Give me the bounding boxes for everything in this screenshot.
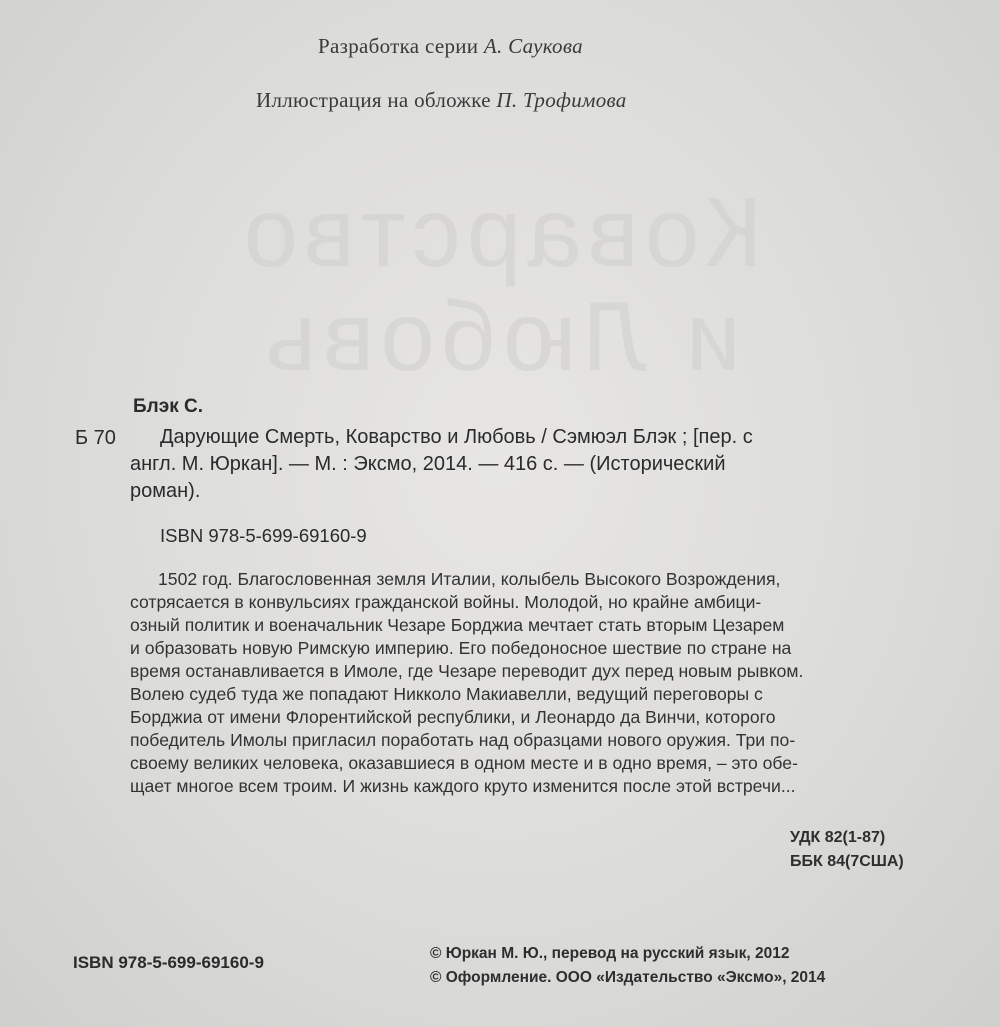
series-credit-label: Разработка серии xyxy=(318,34,479,58)
copyright-translation: © Юркан М. Ю., перевод на русский язык, 2012 xyxy=(430,945,790,962)
bibliographic-description-cont xyxy=(130,451,726,505)
illustration-credit-name: П. Трофимова xyxy=(496,88,627,112)
annotation-line: Волею судеб туда же попадают Никколо Макиавелли, ведущий переговоры с xyxy=(130,684,763,704)
illustration-credit-label: Иллюстрация на обложке xyxy=(256,88,491,112)
copyright-design: © Оформление. ООО «Издательство «Эксмо», 2014 xyxy=(430,969,826,986)
biblio-line-2: англ. М. Юркан]. — М. : Эксмо, 2014. — 416 с. — (Исторический xyxy=(130,453,726,475)
copyright-block xyxy=(430,942,825,990)
annotation-line: озный политик и военачальник Чезаре Борджиа мечтает стать вторым Цезарем xyxy=(130,615,785,635)
illustration-credit xyxy=(256,88,627,113)
catalog-author: Блэк С. xyxy=(133,396,204,417)
bbk-code: ББК 84(7США) xyxy=(790,853,904,870)
annotation-line: Борджиа от имени Флорентийской республики, и Леонардо да Винчи, которого xyxy=(130,707,776,727)
ghost-line-1: Коварство xyxy=(237,177,763,287)
annotation-line: щает многое всем троим. И жизнь каждого круто изменится после этой встречи... xyxy=(130,776,796,796)
catalog-isbn: ISBN 978-5-699-69160-9 xyxy=(160,525,367,546)
biblio-line-3: роман). xyxy=(130,480,201,502)
annotation-line: 1502 год. Благословенная земля Италии, колыбель Высокого Возрождения, xyxy=(158,569,781,589)
author-code: Б 70 xyxy=(75,427,116,449)
footer-isbn: ISBN 978-5-699-69160-9 xyxy=(73,953,264,972)
ghost-line-2: и Любовь xyxy=(259,281,741,391)
classification-codes xyxy=(790,826,904,874)
bibliographic-description xyxy=(160,424,753,451)
annotation-line: победитель Имолы пригласил поработать над образцами нового оружия. Три по- xyxy=(130,730,796,750)
annotation xyxy=(130,568,930,798)
annotation-line: сотрясается в конвульсиях гражданской войны. Молодой, но крайне амбици- xyxy=(130,592,762,612)
annotation-line: время останавливается в Имоле, где Чезаре переводит дух перед новым рывком. xyxy=(130,661,804,681)
show-through-cover-text xyxy=(180,177,820,391)
series-credit-name: А. Саукова xyxy=(483,34,583,58)
biblio-line-1: Дарующие Смерть, Коварство и Любовь / Сэмюэл Блэк ; [пер. с xyxy=(160,426,753,448)
annotation-line: своему великих человека, оказавшиеся в одном месте и в одно время, – это обе- xyxy=(130,753,798,773)
udk-code: УДК 82(1-87) xyxy=(790,829,886,846)
annotation-line: и образовать новую Римскую империю. Его победоносное шествие по стране на xyxy=(130,638,792,658)
series-credit xyxy=(318,34,583,59)
